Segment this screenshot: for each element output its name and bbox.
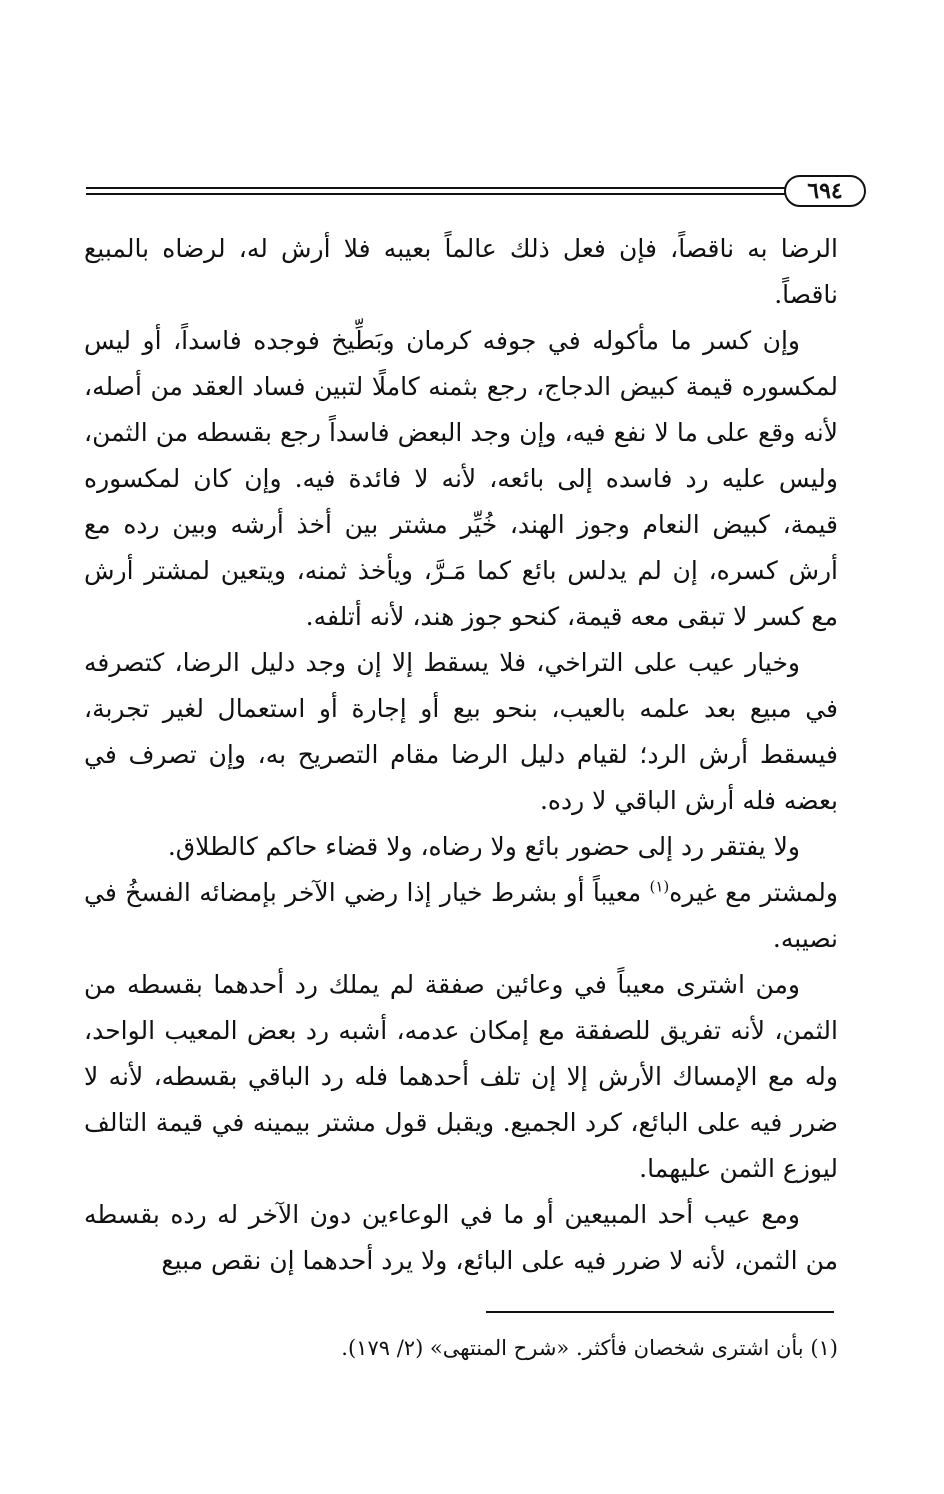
paragraph: ومع عيب أحد المبيعين أو ما في الوعاءين دون الآخر له رده بقسطه من الثمن، لأنه لا ضرر فيه على البائع، ولا يرد أحدهما إن نقص مبيع <box>84 1200 838 1275</box>
paragraph: وإن كسر ما مأكوله في جوفه كرمان وبَطِّيخ فوجده فاسداً، أو ليس لمكسوره قيمة كبيض الدجاج، رجع بثمنه كاملًا لتبين فساد العقد من أصله، لأنه وقع على ما لا نفع فيه، وإن وجد البعض فاسداً رجع بقسطه من الثمن، وليس عليه رد فاسده إلى بائعه، لأنه لا فائدة فيه. وإن كان لمكسوره قيمة، كبيض النعام وجوز الهند، خُيِّر مشتر بين أخذ أرشه وبين رده مع أرش كسره، إن لم يدلس بائع كما مَـرَّ، ويأخذ ثمنه، ويتعين لمشتر أرش مع كسر لا تبقى معه قيمة، كنحو جوز هند، لأنه أتلفه. <box>84 326 838 631</box>
paragraph: الرضا به ناقصاً، فإن فعل ذلك عالماً بعيبه فلا أرش له، لرضاه بالمبيع ناقصاً. <box>84 234 838 309</box>
header-rule-top <box>86 187 786 189</box>
footnote: (١) بأن اشترى شخصان فأكثر. «شرح المنتهى» (٢/ ١٧٩). <box>341 1336 838 1360</box>
body-text <box>84 226 838 1284</box>
header-rule-bottom <box>86 193 786 195</box>
page-header <box>86 175 866 215</box>
footnote-separator <box>486 1311 834 1313</box>
footnote-reference[interactable]: (١) <box>649 877 670 896</box>
page-number: ٦٩٤ <box>784 175 866 207</box>
paragraph: ومن اشترى معيباً في وعائين صفقة لم يملك رد أحدهما بقسطه من الثمن، لأنه تفريق للصفقة مع إمكان عدمه، أشبه رد بعض المعيب الواحد، وله مع الإمساك الأرش إلا إن تلف أحدهما فله رد الباقي بقسطه، لأنه لا ضرر فيه على البائع، كرد الجميع. ويقبل قول مشتر بيمينه في قيمة التالف ليوزع الثمن عليهما. <box>84 970 838 1183</box>
paragraph: ولا يفتقر رد إلى حضور بائع ولا رضاه، ولا قضاء حاكم كالطلاق. <box>167 832 800 861</box>
paragraph: وخيار عيب على التراخي، فلا يسقط إلا إن وجد دليل الرضا، كتصرفه في مبيع بعد علمه بالعيب، بنحو بيع أو إجارة أو استعمال لغير تجربة، فيسقط أرش الرد؛ لقيام دليل الرضا مقام التصريح به، وإن تصرف في بعضه فله أرش الباقي لا رده. <box>84 648 838 815</box>
paragraph-text: ولمشتر مع غيره <box>669 878 838 907</box>
paragraph-text: معيباً أو بشرط خيار إذا رضي الآخر بإمضائه الفسخُ في نصيبه. <box>84 878 838 953</box>
paragraph-with-footnote <box>84 870 838 962</box>
